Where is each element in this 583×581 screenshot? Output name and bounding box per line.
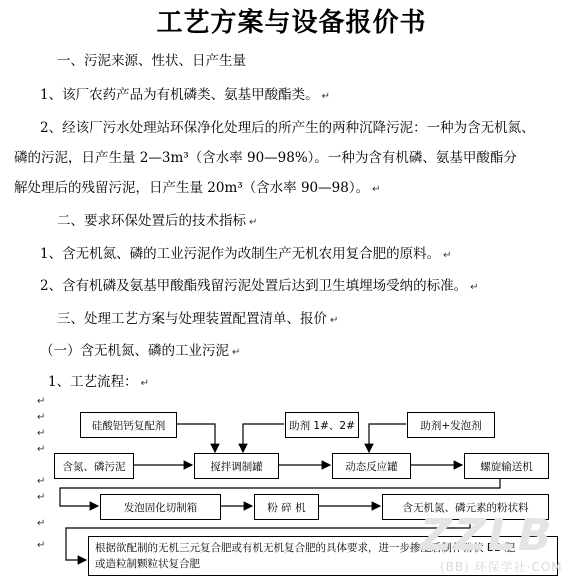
final-product-line2: 或造粒制颗粒状复合肥 [95, 558, 200, 570]
section-heading: 二、要求环保处置后的技术指标 ↵ [57, 213, 258, 229]
section-heading: 三、处理工艺方案与处理装置配置清单、报价 ↵ [57, 311, 339, 327]
final-product-line1: 根据欲配制的无机三元复合肥或有机无机复合肥的具体要求，进一步掺配后制作粉状 BB 肥 [95, 542, 516, 554]
paragraph: 2、经该厂污水处理站环保净化处理后的所产生的两种沉降污泥：一种为含无机氮、 [40, 120, 535, 136]
flow-heading: 1、工艺流程： ↵ [48, 374, 149, 390]
paragraph: 磷的污泥，日产生量 2—3m³（含水率 90—98%）。一种为含有机磷、氨基甲酸酯分 [14, 150, 517, 166]
paragraph: 2、含有机磷及氨基甲酸酯残留污泥处置后达到卫生填埋场受纳的标准。 ↵ [40, 278, 479, 294]
crusher-box: 粉 碎 机 [254, 494, 319, 520]
paragraph-mark: ↵ [37, 540, 46, 551]
paragraph-mark: ↵ [37, 476, 46, 487]
document-title: 工艺方案与设备报价书 [156, 8, 427, 38]
paragraph-mark: ↵ [37, 428, 46, 439]
paragraph-mark: ↵ [37, 518, 46, 529]
powder-box: 含无机氮、磷元素的粉状料 [382, 494, 549, 520]
sludge-box: 含氮、磷污泥 [54, 453, 134, 479]
cutter-box: 发泡固化切制箱 [100, 494, 221, 520]
paragraph: 解处理后的残留污泥，日产生量 20m³（含水率 90—98）。 ↵ [14, 180, 381, 196]
conveyor-box: 螺旋输送机 [464, 453, 549, 479]
paragraph: 1、该厂农药产品为有机磷类、氨基甲酸酯类。 ↵ [40, 87, 330, 103]
aux2-box: 助剂+发泡剂 [407, 412, 495, 438]
mixer-box: 搅拌调制罐 [194, 453, 279, 479]
paragraph-mark: ↵ [37, 396, 46, 407]
aux1-box: 助剂 1#、2# [285, 412, 359, 438]
paragraph-mark: ↵ [37, 444, 46, 455]
watermark-logo: ZZLB (BB) 环保学社·COM [420, 510, 563, 574]
additive-box: 硅酸铝钙复配剂 [80, 412, 177, 438]
subsection-heading: （一）含无机氮、磷的工业污泥 ↵ [40, 343, 241, 359]
reactor-box: 动态反应罐 [332, 453, 411, 479]
section-heading: 一、污泥来源、性状、日产生量 [57, 53, 246, 69]
paragraph-mark: ↵ [37, 492, 46, 503]
paragraph: 1、含无机氮、磷的工业污泥作为改制生产无机农用复合肥的原料。 ↵ [40, 246, 452, 262]
paragraph-mark: ↵ [37, 412, 46, 423]
